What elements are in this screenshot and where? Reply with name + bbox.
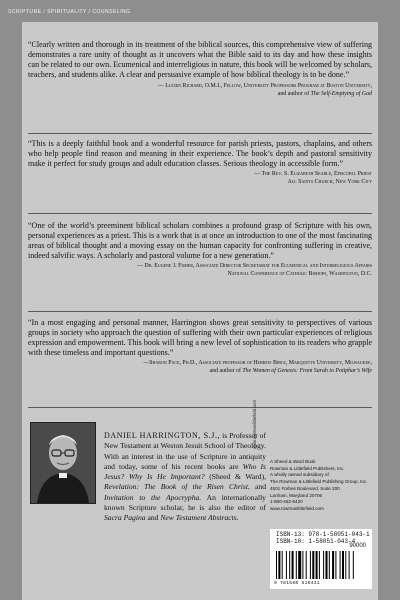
divider-3 bbox=[28, 311, 372, 312]
endorsement-1-text: “Clearly written and thorough in its treatment of the biblical sources, this comprehensive view of suffering demonstrates a rare unity of thought as it uncovers what the Bible said to its day and how these insights can be related to our own. Ecumenical and interreligious in nature, this book will be welcomed by scholars, teachers, and students alike. A clear and persuasive example of how biblical theology is to be done.” bbox=[28, 40, 372, 79]
publisher-line: 4501 Forbes Boulevard, Suite 200 bbox=[270, 485, 340, 491]
endorsement-3 bbox=[28, 221, 372, 278]
publisher-line: www.rowmanlittlefield.com bbox=[270, 505, 324, 511]
endorsement-3-attribution: — Dr. Eugene J. Fisher, Associate Director Secretariat for Ecumenical and Interreligious Affairs bbox=[136, 262, 372, 269]
barcode-bar bbox=[326, 551, 328, 579]
endorsement-4-attribution-2: and author of The Women of Genesis: From Sarah to Potiphar’s Wife bbox=[209, 368, 372, 375]
author-section bbox=[22, 399, 378, 600]
divider-2 bbox=[28, 213, 372, 214]
endorsement-2-attribution-2: All Saints Church, New York City bbox=[287, 179, 372, 186]
barcode-bar bbox=[345, 551, 346, 579]
author-photo bbox=[30, 422, 96, 504]
barcode-bar bbox=[310, 551, 311, 579]
endorsement-1 bbox=[28, 40, 372, 98]
endorsement-4-text: “In a most engaging and personal manner, Harrington shows great sensitivity to perspectives of various groups in society who approach the question of suffering with their own particular experiences of religious expression and empowerment. This book will bring a new level of sophistication to its readers who grapple with these timeless and important questions.” bbox=[28, 318, 372, 357]
barcode-bar bbox=[302, 551, 303, 579]
divider-1 bbox=[28, 133, 372, 134]
barcode-box bbox=[270, 529, 372, 589]
barcode-bar bbox=[316, 551, 318, 579]
barcode-bar bbox=[312, 551, 314, 579]
publisher-line: 1-800-462-6420 bbox=[270, 499, 303, 505]
author-portrait-image bbox=[31, 423, 95, 503]
barcode-bar bbox=[323, 551, 324, 579]
isbn-13: ISBN-13: 978-1-58051-043-1 bbox=[276, 531, 370, 538]
publisher-info bbox=[270, 459, 376, 513]
endorsement-4-attribution: —Sharon Pace, Ph.D., Associate professor of Hebrew Bible, Marquette University, Milwaukee, bbox=[143, 359, 372, 366]
barcode-image bbox=[274, 551, 368, 581]
endorsement-4 bbox=[28, 318, 372, 375]
barcode-bar bbox=[342, 551, 344, 579]
publisher-line: Rowman & Littlefield Publishers, Inc. bbox=[270, 465, 345, 471]
author-bio: DANIEL HARRINGTON, S.J., is Professor of New Testament at Weston Jesuit School of Theology. With an interest in the use of Scripture in antiquity and today, some of his recent books are Who Is Jesus? Why Is He Important? (Sheed & Ward), Revelation: The Book of the Risen Christ, and Invitation to the Apocrypha. An internationally known Scripture scholar, he is also the editor of Sacra Pagina and New Testament Abstracts. bbox=[104, 431, 266, 523]
category-label: SCRIPTURE / SPIRITUALITY / COUNSELING bbox=[8, 9, 131, 15]
barcode-bar bbox=[276, 551, 277, 579]
publisher-line: Lanham, Maryland 20706 bbox=[270, 492, 323, 498]
barcode-bar bbox=[298, 551, 301, 579]
publisher-url-vertical: www.rowmanlittlefield.com bbox=[252, 399, 257, 449]
barcode-bar bbox=[353, 551, 354, 579]
barcode-bar bbox=[306, 551, 307, 579]
price-code: 90000 bbox=[349, 543, 366, 549]
isbn-10: ISBN-10: 1-58051-043-4 bbox=[276, 538, 356, 545]
barcode-bar bbox=[340, 551, 341, 579]
endorsement-3-text: “One of the world’s preeminent biblical scholars combines a profound grasp of Scripture with his own, personal experiences as a priest. This is a work that is at once an introduction to one of the most fascinating areas of biblical thought and a moving essay on the human capacity for confronting suffering in creative, indeed salvific ways. A scholarly and pastoral volume for a new generation.” bbox=[28, 221, 372, 260]
barcode-bar bbox=[332, 551, 334, 579]
barcode-bar bbox=[349, 551, 350, 579]
barcode-bar bbox=[319, 551, 320, 579]
barcode-bar bbox=[329, 551, 330, 579]
endorsement-1-attribution-2: and author of The Self-Emptying of God bbox=[277, 91, 372, 98]
publisher-line: The Rowman & Littlefield Publishing Group, Inc. bbox=[270, 479, 368, 485]
endorsement-2-attribution: — The Rev. S. Elizabeth Searle, Episcopal Priest bbox=[254, 170, 372, 177]
barcode-bar bbox=[278, 551, 280, 579]
endorsement-2-text: “This is a deeply faithful book and a wonderful resource for parish priests, pastors, chaplains, and others who help people find reason and meaning in their experience. The book’s depth and pastoral sensitivity make it perfect for study groups and adult education classes. Serious theology in accessible form.” bbox=[28, 139, 372, 168]
top-bar bbox=[0, 0, 400, 22]
barcode-bar bbox=[289, 551, 290, 579]
publisher-line: A wholly owned subsidiary of bbox=[270, 472, 329, 478]
barcode-bar bbox=[282, 551, 283, 579]
barcode-bar bbox=[335, 551, 336, 579]
publisher-line: A Sheed & Ward Book bbox=[270, 459, 316, 464]
divider-4 bbox=[28, 407, 372, 408]
barcode-bar bbox=[292, 551, 294, 579]
barcode-bar bbox=[296, 551, 297, 579]
barcode-bar bbox=[286, 551, 287, 579]
endorsement-3-attribution-2: National Conference of Catholic Bishops, Washington, D.C. bbox=[227, 271, 372, 278]
endorsement-2 bbox=[28, 139, 372, 187]
barcode-digits: 9 781580 510431 bbox=[274, 581, 320, 586]
author-name: DANIEL HARRINGTON, S.J., bbox=[104, 431, 221, 440]
endorsement-1-attribution: — Lucien Richard, O.M.I., Fellow, University Professors Program at Boston University, bbox=[157, 82, 372, 89]
